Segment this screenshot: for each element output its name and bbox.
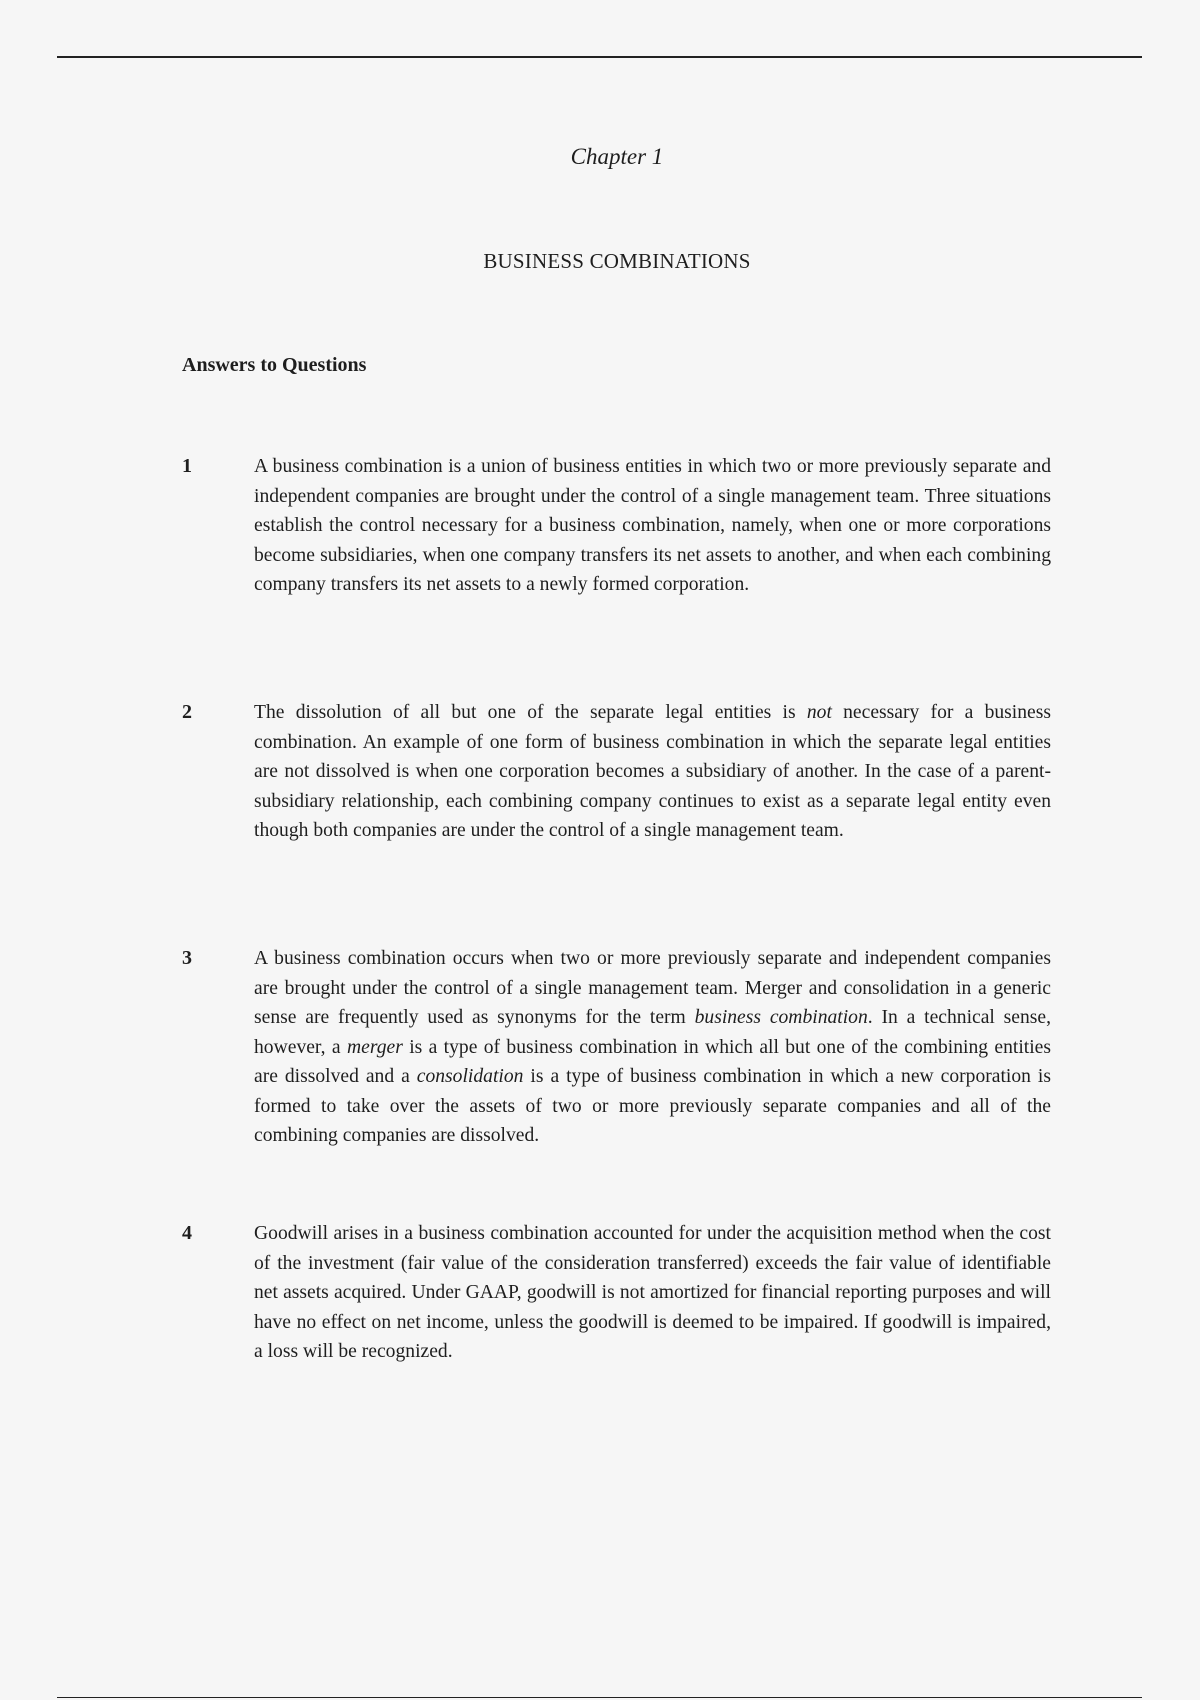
answer-text: necessary for a business combination. An example of one form of business combination in which the separate legal entities are not dissolved is when one corporation becomes a subsidiary of another. In the case of a parent-subsidiary relationship, each combining company continues to exist as a separate legal entity even though both companies are under the control of a single management team. [254,702,1051,841]
answer-text: is a type of business combination in which a new corporation is formed to take over the assets of two or more previously separate companies and all of the combining companies are dissolved. [254,1066,1051,1146]
answer-paragraph [254,452,1051,600]
chapter-label: Chapter 1 [570,144,664,169]
section-heading: Answers to Questions [182,354,367,376]
answer-text: . In a technical sense, however, a [254,1007,1051,1058]
question-number: 3 [182,947,192,969]
answer-text: A business combination occurs when two or more previously separate and independent companies are brought under the control of a single management team. Merger and consolidation in a generic sense are frequently used as synonyms for the term [254,948,1051,1028]
emphasis-text: business combination [694,1007,868,1028]
emphasis-text: merger [346,1036,403,1058]
question-number: 4 [182,1222,192,1244]
answer-paragraph [254,698,1051,846]
answer-text: The dissolution of all but one of the separate legal entities is [254,702,807,723]
answer-paragraph [254,944,1051,1151]
answer-text: is a type of business combination in which all but one of the combining entities are dissolved and a [254,1036,1051,1087]
emphasis-text: not [806,702,832,723]
page-title: BUSINESS COMBINATIONS [483,249,751,273]
emphasis-text: consolidation [416,1066,524,1087]
answer-text: Goodwill arises in a business combination accounted for under the acquisition method when the cost of the investment (fair value of the consideration transferred) exceeds the fair value of identifiable net assets acquired. Under GAAP, goodwill is not amortized for financial reporting purposes and will have no effect on net income, unless the goodwill is deemed to be impaired. If goodwill is impaired, a loss will be recognized. [254,1223,1051,1362]
question-number: 2 [182,701,192,723]
question-number: 1 [182,455,192,477]
answer-text: A business combination is a union of business entities in which two or more previously separate and independent companies are brought under the control of a single management team. Three situations establish the control necessary for a business combination, namely, when one or more corporations become subsidiaries, when one company transfers its net assets to another, and when each combining company transfers its net assets to a newly formed corporation. [254,456,1051,595]
bottom-rule [57,1697,1142,1698]
answer-paragraph [254,1219,1051,1367]
top-rule [57,56,1142,58]
